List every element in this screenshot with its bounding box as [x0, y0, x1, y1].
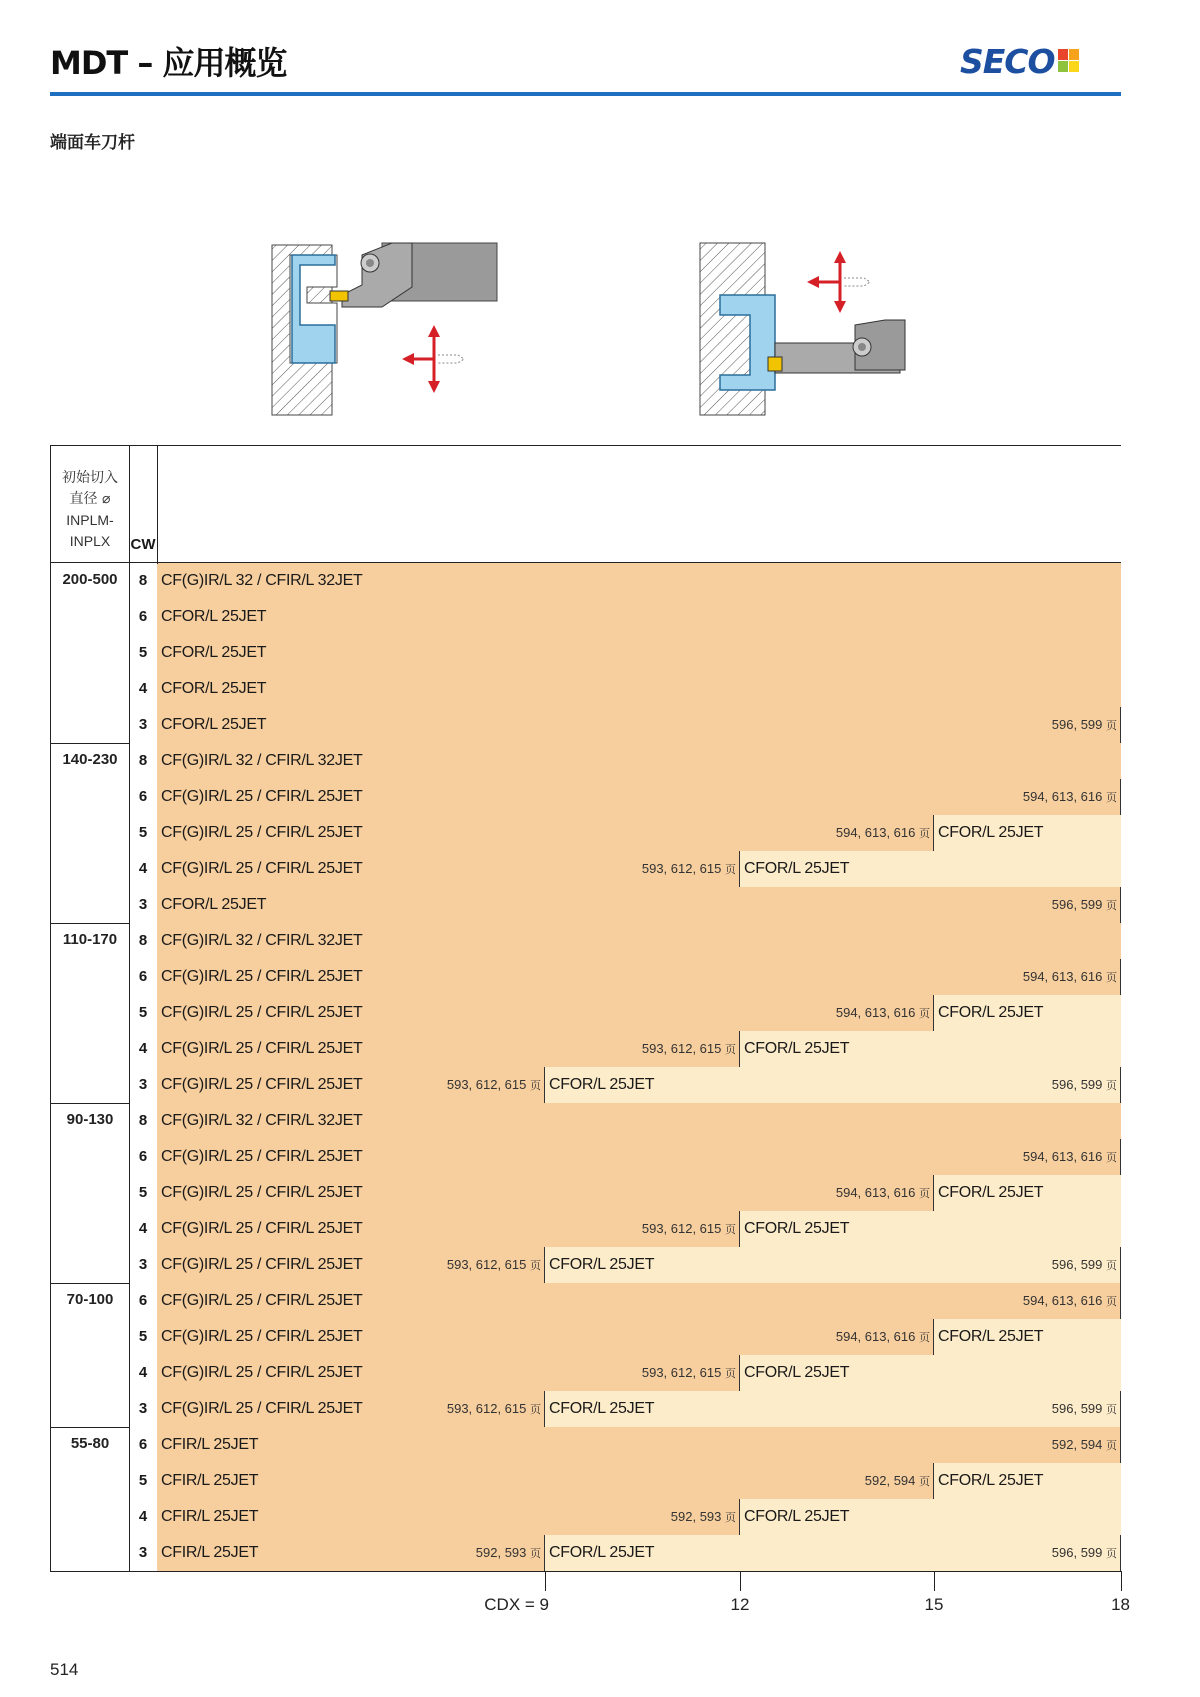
tool-range-bar	[545, 1391, 1121, 1427]
cw-value: 4	[129, 671, 158, 707]
table-row	[129, 599, 1121, 635]
tool-range-bar	[740, 1211, 1121, 1247]
page-reference: 594, 613, 616 页	[835, 1329, 930, 1344]
tool-holder-label: CFOR/L 25JET	[744, 1220, 850, 1237]
seco-logo	[960, 41, 1080, 81]
diameter-range-label: 55-80	[70, 1435, 110, 1452]
page-reference: 596, 599 页	[1051, 897, 1117, 912]
cw-value: 5	[129, 815, 158, 851]
tool-holder-label: CF(G)IR/L 25 / CFIR/L 25JET	[161, 968, 363, 985]
face-grooving-illustration-right	[690, 225, 930, 425]
tool-range-bar	[157, 887, 1121, 923]
tool-range-bar	[157, 635, 1121, 671]
cw-value: 5	[129, 1463, 158, 1499]
tool-range-bar	[157, 1391, 545, 1427]
table-row	[129, 1319, 1121, 1355]
table-row	[129, 1283, 1121, 1319]
tool-range-bar	[157, 815, 934, 851]
diameter-header-line-1: 初始切入	[62, 470, 118, 486]
tool-holder-label: CF(G)IR/L 25 / CFIR/L 25JET	[161, 1256, 363, 1273]
page-title: MDT – 应用概览	[50, 44, 287, 82]
tool-holder-label: CFOR/L 25JET	[549, 1400, 655, 1417]
cw-value: 6	[129, 599, 158, 635]
tool-holder-label: CFOR/L 25JET	[744, 1040, 850, 1057]
tool-range-bar	[157, 563, 1121, 599]
cw-value: 8	[129, 563, 158, 599]
diameter-range-label: 200-500	[62, 571, 118, 588]
page-reference: 596, 599 页	[1051, 1257, 1117, 1272]
tool-range-bar	[740, 1031, 1121, 1067]
cw-value: 5	[129, 1175, 158, 1211]
tool-holder-label: CFIR/L 25JET	[161, 1508, 259, 1525]
table-row	[129, 635, 1121, 671]
table-row	[129, 851, 1121, 887]
tool-range-bar	[934, 995, 1121, 1031]
tool-holder-label: CFOR/L 25JET	[744, 1508, 850, 1525]
tool-holder-label: CF(G)IR/L 32 / CFIR/L 32JET	[161, 932, 363, 949]
cw-value: 4	[129, 1355, 158, 1391]
table-row	[129, 815, 1121, 851]
tool-holder-label: CF(G)IR/L 25 / CFIR/L 25JET	[161, 824, 363, 841]
tool-range-bar	[157, 995, 934, 1031]
table-row	[129, 1211, 1121, 1247]
cw-value: 6	[129, 779, 158, 815]
page-reference: 594, 613, 616 页	[1022, 1293, 1117, 1308]
page-reference: 593, 612, 615 页	[446, 1257, 541, 1272]
tool-holder-label: CFIR/L 25JET	[161, 1436, 259, 1453]
diameter-header-line-2: 直径 ⌀	[69, 491, 111, 507]
tool-range-bar	[157, 1463, 934, 1499]
axis-tick-label: 18	[1111, 1595, 1130, 1614]
tool-holder-label: CFOR/L 25JET	[938, 1472, 1044, 1489]
table-row	[129, 1247, 1121, 1283]
tool-holder-label: CF(G)IR/L 25 / CFIR/L 25JET	[161, 1184, 363, 1201]
cw-value: 3	[129, 1391, 158, 1427]
page-reference: 593, 612, 615 页	[446, 1077, 541, 1092]
tool-range-bar	[934, 1175, 1121, 1211]
page-reference: 593, 612, 615 页	[641, 861, 736, 876]
cw-value: 6	[129, 1283, 158, 1319]
tool-holder-label: CFIR/L 25JET	[161, 1544, 259, 1561]
axis-tick	[545, 1571, 546, 1591]
tool-holder-label: CFOR/L 25JET	[938, 1184, 1044, 1201]
cw-value: 8	[129, 923, 158, 959]
table-row	[129, 1031, 1121, 1067]
table-row	[129, 1103, 1121, 1139]
tool-holder-label: CF(G)IR/L 25 / CFIR/L 25JET	[161, 1220, 363, 1237]
diameter-header-line-4: INPLX	[69, 533, 111, 549]
cw-value: 8	[129, 743, 158, 779]
page-reference: 593, 612, 615 页	[641, 1041, 736, 1056]
tool-range-bar	[740, 1355, 1121, 1391]
axis-tick-label: 15	[924, 1595, 944, 1614]
tool-range-bar	[157, 1319, 934, 1355]
page-reference: 594, 613, 616 页	[835, 1005, 930, 1020]
tool-range-bar	[545, 1535, 1121, 1571]
table-row	[129, 959, 1121, 995]
table-row	[129, 779, 1121, 815]
page-reference: 592, 594 页	[1051, 1437, 1117, 1452]
page-reference: 594, 613, 616 页	[835, 825, 930, 840]
tool-holder-label: CF(G)IR/L 32 / CFIR/L 32JET	[161, 572, 363, 589]
tool-range-bar	[740, 851, 1121, 887]
axis-tick	[934, 1571, 935, 1591]
tool-holder-label: CF(G)IR/L 25 / CFIR/L 25JET	[161, 788, 363, 805]
tool-holder-label: CFOR/L 25JET	[938, 824, 1044, 841]
axis-tick	[1121, 1571, 1122, 1591]
cw-value: 3	[129, 707, 158, 743]
page-reference: 594, 613, 616 页	[1022, 969, 1117, 984]
axis-tick	[740, 1571, 741, 1591]
tool-range-bar	[157, 779, 1121, 815]
tool-range-bar	[740, 1499, 1121, 1535]
tool-holder-label: CF(G)IR/L 25 / CFIR/L 25JET	[161, 1328, 363, 1345]
tool-holder-label: CFOR/L 25JET	[161, 680, 267, 697]
tool-holder-label: CFOR/L 25JET	[161, 608, 267, 625]
logo-mark-icon	[1058, 49, 1080, 73]
diameter-range-label: 70-100	[66, 1291, 114, 1308]
page-reference: 596, 599 页	[1051, 717, 1117, 732]
table-row	[129, 563, 1121, 599]
tool-holder-label: CFOR/L 25JET	[938, 1328, 1044, 1345]
column-rule	[50, 445, 51, 1572]
table-row	[129, 671, 1121, 707]
cw-value: 4	[129, 1211, 158, 1247]
cw-value: 6	[129, 1427, 158, 1463]
tool-range-bar	[157, 599, 1121, 635]
table-row	[129, 1535, 1121, 1571]
tool-range-bar	[157, 1175, 934, 1211]
diameter-column-header	[50, 468, 130, 552]
tool-range-bar	[157, 1247, 545, 1283]
tool-holder-label: CFOR/L 25JET	[161, 716, 267, 733]
cw-value: 4	[129, 1031, 158, 1067]
page-reference: 593, 612, 615 页	[641, 1221, 736, 1236]
page-reference: 592, 594 页	[864, 1473, 930, 1488]
page-reference: 596, 599 页	[1051, 1077, 1117, 1092]
tool-holder-label: CFOR/L 25JET	[744, 860, 850, 877]
tool-range-bar	[157, 1355, 740, 1391]
tool-holder-label: CFOR/L 25JET	[549, 1076, 655, 1093]
cw-value: 5	[129, 995, 158, 1031]
tool-range-bar	[157, 707, 1121, 743]
column-rule	[157, 445, 158, 564]
table-row	[129, 1391, 1121, 1427]
tool-holder-label: CFOR/L 25JET	[938, 1004, 1044, 1021]
page-reference: 594, 613, 616 页	[1022, 1149, 1117, 1164]
tool-range-bar	[157, 743, 1121, 779]
tool-holder-label: CFOR/L 25JET	[161, 896, 267, 913]
logo-text: SECO	[960, 41, 1055, 81]
cw-value: 3	[129, 1247, 158, 1283]
table-row	[129, 1463, 1121, 1499]
tool-range-bar	[934, 1319, 1121, 1355]
tool-holder-label: CF(G)IR/L 25 / CFIR/L 25JET	[161, 1040, 363, 1057]
header-rule	[50, 92, 1121, 96]
tool-range-bar	[545, 1247, 1121, 1283]
table-top-rule	[50, 445, 1121, 446]
cw-value: 3	[129, 1067, 158, 1103]
cw-value: 4	[129, 1499, 158, 1535]
tool-range-bar	[157, 1067, 545, 1103]
axis-tick-label: CDX = 9	[484, 1595, 549, 1614]
cw-value: 6	[129, 959, 158, 995]
column-rule	[129, 445, 130, 1572]
cw-value: 4	[129, 851, 158, 887]
table-row	[129, 923, 1121, 959]
tool-range-bar	[157, 1103, 1121, 1139]
tool-holder-label: CF(G)IR/L 25 / CFIR/L 25JET	[161, 860, 363, 877]
page-reference: 596, 599 页	[1051, 1401, 1117, 1416]
table-row	[129, 1427, 1121, 1463]
tool-range-bar	[157, 1427, 1121, 1463]
tool-holder-label: CFIR/L 25JET	[161, 1472, 259, 1489]
diameter-range-label: 140-230	[62, 751, 118, 768]
tool-holder-label: CF(G)IR/L 25 / CFIR/L 25JET	[161, 1292, 363, 1309]
tool-holder-label: CF(G)IR/L 32 / CFIR/L 32JET	[161, 752, 363, 769]
tool-range-bar	[934, 815, 1121, 851]
tool-holder-label: CF(G)IR/L 25 / CFIR/L 25JET	[161, 1148, 363, 1165]
page-reference: 594, 613, 616 页	[1022, 789, 1117, 804]
page-reference: 593, 612, 615 页	[641, 1365, 736, 1380]
cw-value: 8	[129, 1103, 158, 1139]
tool-holder-label: CFOR/L 25JET	[549, 1544, 655, 1561]
diameter-header-line-3: INPLM-	[66, 512, 114, 528]
table-row	[129, 743, 1121, 779]
table-row	[129, 887, 1121, 923]
tool-holder-label: CF(G)IR/L 25 / CFIR/L 25JET	[161, 1076, 363, 1093]
cw-value: 3	[129, 1535, 158, 1571]
page-number: 514	[50, 1660, 79, 1679]
tool-holder-label: CF(G)IR/L 32 / CFIR/L 32JET	[161, 1112, 363, 1129]
tool-range-bar	[157, 959, 1121, 995]
tool-holder-label: CF(G)IR/L 25 / CFIR/L 25JET	[161, 1004, 363, 1021]
tool-range-bar	[157, 671, 1121, 707]
cw-column-header: CW	[130, 536, 156, 553]
page-reference: 596, 599 页	[1051, 1545, 1117, 1560]
tool-holder-label: CF(G)IR/L 25 / CFIR/L 25JET	[161, 1400, 363, 1417]
tool-holder-label: CFOR/L 25JET	[744, 1364, 850, 1381]
tool-holder-label: CFOR/L 25JET	[549, 1256, 655, 1273]
cw-value: 5	[129, 1319, 158, 1355]
tool-range-bar	[157, 1031, 740, 1067]
group-divider	[50, 1571, 1121, 1572]
cw-value: 6	[129, 1139, 158, 1175]
tool-range-bar	[934, 1463, 1121, 1499]
axis-tick-label: 12	[730, 1595, 750, 1614]
table-row	[129, 1175, 1121, 1211]
tool-range-bar	[545, 1067, 1121, 1103]
table-row	[129, 1067, 1121, 1103]
tool-range-bar	[157, 923, 1121, 959]
tool-range-bar	[157, 1499, 740, 1535]
page-reference: 594, 613, 616 页	[835, 1185, 930, 1200]
diameter-range-label: 110-170	[62, 931, 118, 948]
cw-value: 5	[129, 635, 158, 671]
table-row	[129, 995, 1121, 1031]
tool-range-bar	[157, 1283, 1121, 1319]
table-row	[129, 1499, 1121, 1535]
tool-range-bar	[157, 1139, 1121, 1175]
tool-range-bar	[157, 851, 740, 887]
page-reference: 593, 612, 615 页	[446, 1401, 541, 1416]
tool-range-bar	[157, 1535, 545, 1571]
page-reference: 592, 593 页	[475, 1545, 541, 1560]
tool-holder-label: CFOR/L 25JET	[161, 644, 267, 661]
tool-range-bar	[157, 1211, 740, 1247]
table-row	[129, 707, 1121, 743]
page-reference: 592, 593 页	[670, 1509, 736, 1524]
cw-value: 3	[129, 887, 158, 923]
table-row	[129, 1355, 1121, 1391]
section-subtitle: 端面车刀杆	[50, 133, 135, 153]
face-grooving-illustration-left	[262, 225, 502, 425]
tool-holder-label: CF(G)IR/L 25 / CFIR/L 25JET	[161, 1364, 363, 1381]
diameter-range-label: 90-130	[66, 1111, 114, 1128]
table-row	[129, 1139, 1121, 1175]
